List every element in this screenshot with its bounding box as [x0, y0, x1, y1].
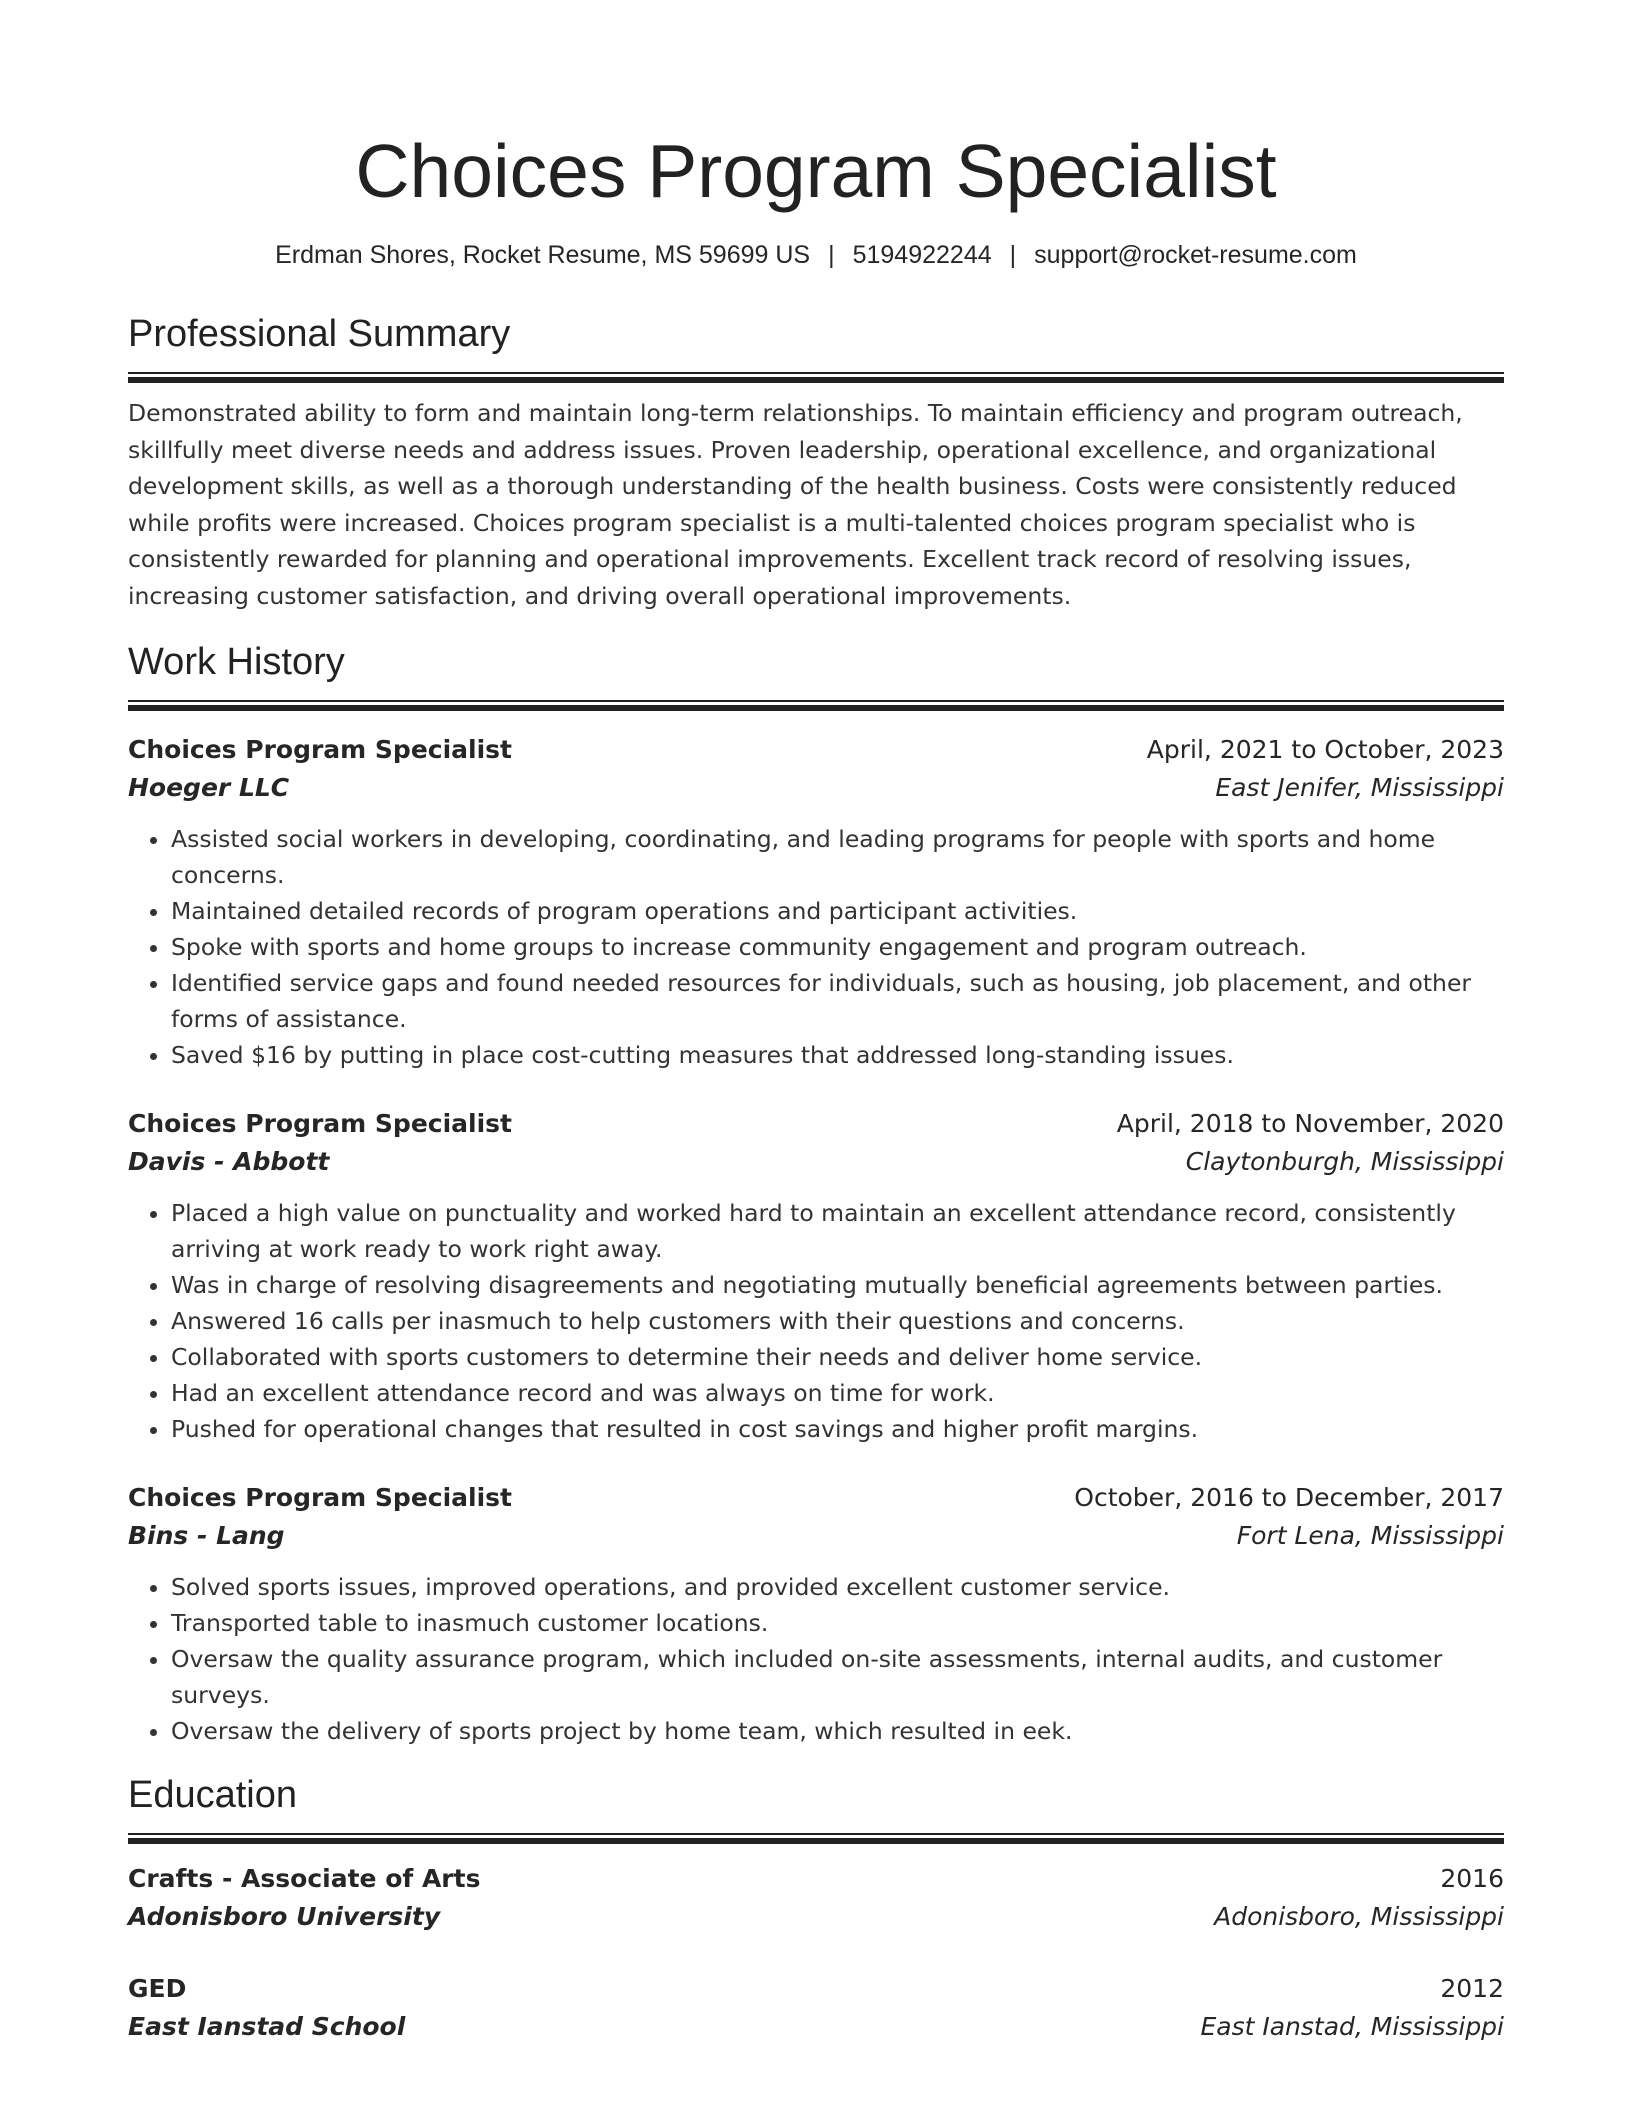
bullet-item: • Collaborated with sports customers to determine their needs and deliver home service. — [171, 1339, 1504, 1375]
contact-line — [128, 238, 1504, 272]
job-location: East Jenifer, Mississippi — [1215, 773, 1504, 802]
bullet-item: • Was in charge of resolving disagreements and negotiating mutually beneficial agreements between parties. — [171, 1267, 1504, 1303]
bullet-item: • Saved $16 by putting in place cost-cutting measures that addressed long-standing issues. — [171, 1037, 1504, 1073]
bullet-item: • Maintained detailed records of program operations and participant activities. — [171, 893, 1504, 929]
graduation-year: 2016 — [1440, 1864, 1504, 1893]
job-title: Choices Program Specialist — [128, 735, 513, 764]
job-bullets — [128, 1569, 1504, 1749]
job-entry — [128, 1479, 1504, 1749]
bullet-item: • Answered 16 calls per inasmuch to help customers with their questions and concerns. — [171, 1303, 1504, 1339]
bullet-item: • Transported table to inasmuch customer locations. — [171, 1605, 1504, 1641]
address: Erdman Shores, Rocket Resume, MS 59699 US — [275, 241, 811, 269]
section-divider — [128, 1833, 1504, 1844]
job-bullets — [128, 821, 1504, 1073]
phone: 5194922244 — [852, 241, 992, 269]
work-history-section — [128, 638, 1504, 1749]
job-location: Fort Lena, Mississippi — [1236, 1521, 1504, 1550]
bullet-item: • Pushed for operational changes that resulted in cost savings and higher profit margins. — [171, 1411, 1504, 1447]
section-divider — [128, 700, 1504, 711]
job-title: Choices Program Specialist — [128, 1109, 513, 1138]
job-entry — [128, 1105, 1504, 1447]
section-divider — [128, 372, 1504, 383]
job-company: Davis - Abbott — [128, 1147, 330, 1176]
summary-text: Demonstrated ability to form and maintain long-term relationships. To maintain efficiency and program outreach, skillfully meet diverse needs and address issues. Proven leadership, operational excellence, and organizational development skills, as well as a thorough understanding of the health business. Costs were consistently reduced while profits were increased. Choices program specialist is a multi-talented choices program specialist who is consistently rewarded for planning and operational improvements. Excellent track record of resolving issues, increasing customer satisfaction, and driving overall operational improvements. — [128, 399, 1463, 610]
job-dates: October, 2016 to December, 2017 — [1074, 1483, 1504, 1512]
school-location: Adonisboro, Mississippi — [1214, 1902, 1504, 1931]
degree: GED — [128, 1974, 187, 2003]
bullet-item: • Assisted social workers in developing, coordinating, and leading programs for people with sports and home concerns. — [171, 821, 1504, 893]
section-title-education: Education — [128, 1774, 298, 1816]
bullet-item: • Identified service gaps and found needed resources for individuals, such as housing, job placement, and other forms of assistance. — [171, 965, 1504, 1037]
bullet-item: • Had an excellent attendance record and was always on time for work. — [171, 1375, 1504, 1411]
bullet-item: • Placed a high value on punctuality and worked hard to maintain an excellent attendance record, consistently arriving at work ready to work right away. — [171, 1195, 1504, 1267]
education-entry — [128, 1860, 1504, 1936]
separator: | — [828, 241, 835, 269]
bullet-item: • Oversaw the quality assurance program, which included on-site assessments, internal audits, and customer surveys. — [171, 1641, 1504, 1713]
section-title-work: Work History — [128, 641, 345, 683]
email-link[interactable]: support@rocket-resume.com — [1034, 241, 1357, 269]
graduation-year: 2012 — [1440, 1974, 1504, 2003]
job-location: Claytonburgh, Mississippi — [1185, 1147, 1504, 1176]
job-title: Choices Program Specialist — [128, 1483, 513, 1512]
job-bullets — [128, 1195, 1504, 1447]
school-name: East Ianstad School — [128, 2012, 406, 2041]
job-dates: April, 2018 to November, 2020 — [1116, 1109, 1504, 1138]
candidate-name: Choices Program Specialist — [355, 129, 1277, 213]
summary-section — [128, 310, 1504, 614]
job-dates: April, 2021 to October, 2023 — [1146, 735, 1504, 764]
degree: Crafts - Associate of Arts — [128, 1864, 481, 1893]
bullet-item: • Solved sports issues, improved operations, and provided excellent customer service. — [171, 1569, 1504, 1605]
school-name: Adonisboro University — [128, 1902, 441, 1931]
separator: | — [1009, 241, 1017, 269]
job-entry — [128, 731, 1504, 1073]
school-location: East Ianstad, Mississippi — [1200, 2012, 1504, 2041]
bullet-item: • Spoke with sports and home groups to increase community engagement and program outreach. — [171, 929, 1504, 965]
section-title-summary: Professional Summary — [128, 313, 511, 355]
job-company: Hoeger LLC — [128, 773, 290, 802]
education-section — [128, 1771, 1504, 2046]
bullet-item: • Oversaw the delivery of sports project by home team, which resulted in eek. — [171, 1713, 1504, 1749]
education-entry — [128, 1970, 1504, 2046]
job-company: Bins - Lang — [128, 1521, 285, 1550]
